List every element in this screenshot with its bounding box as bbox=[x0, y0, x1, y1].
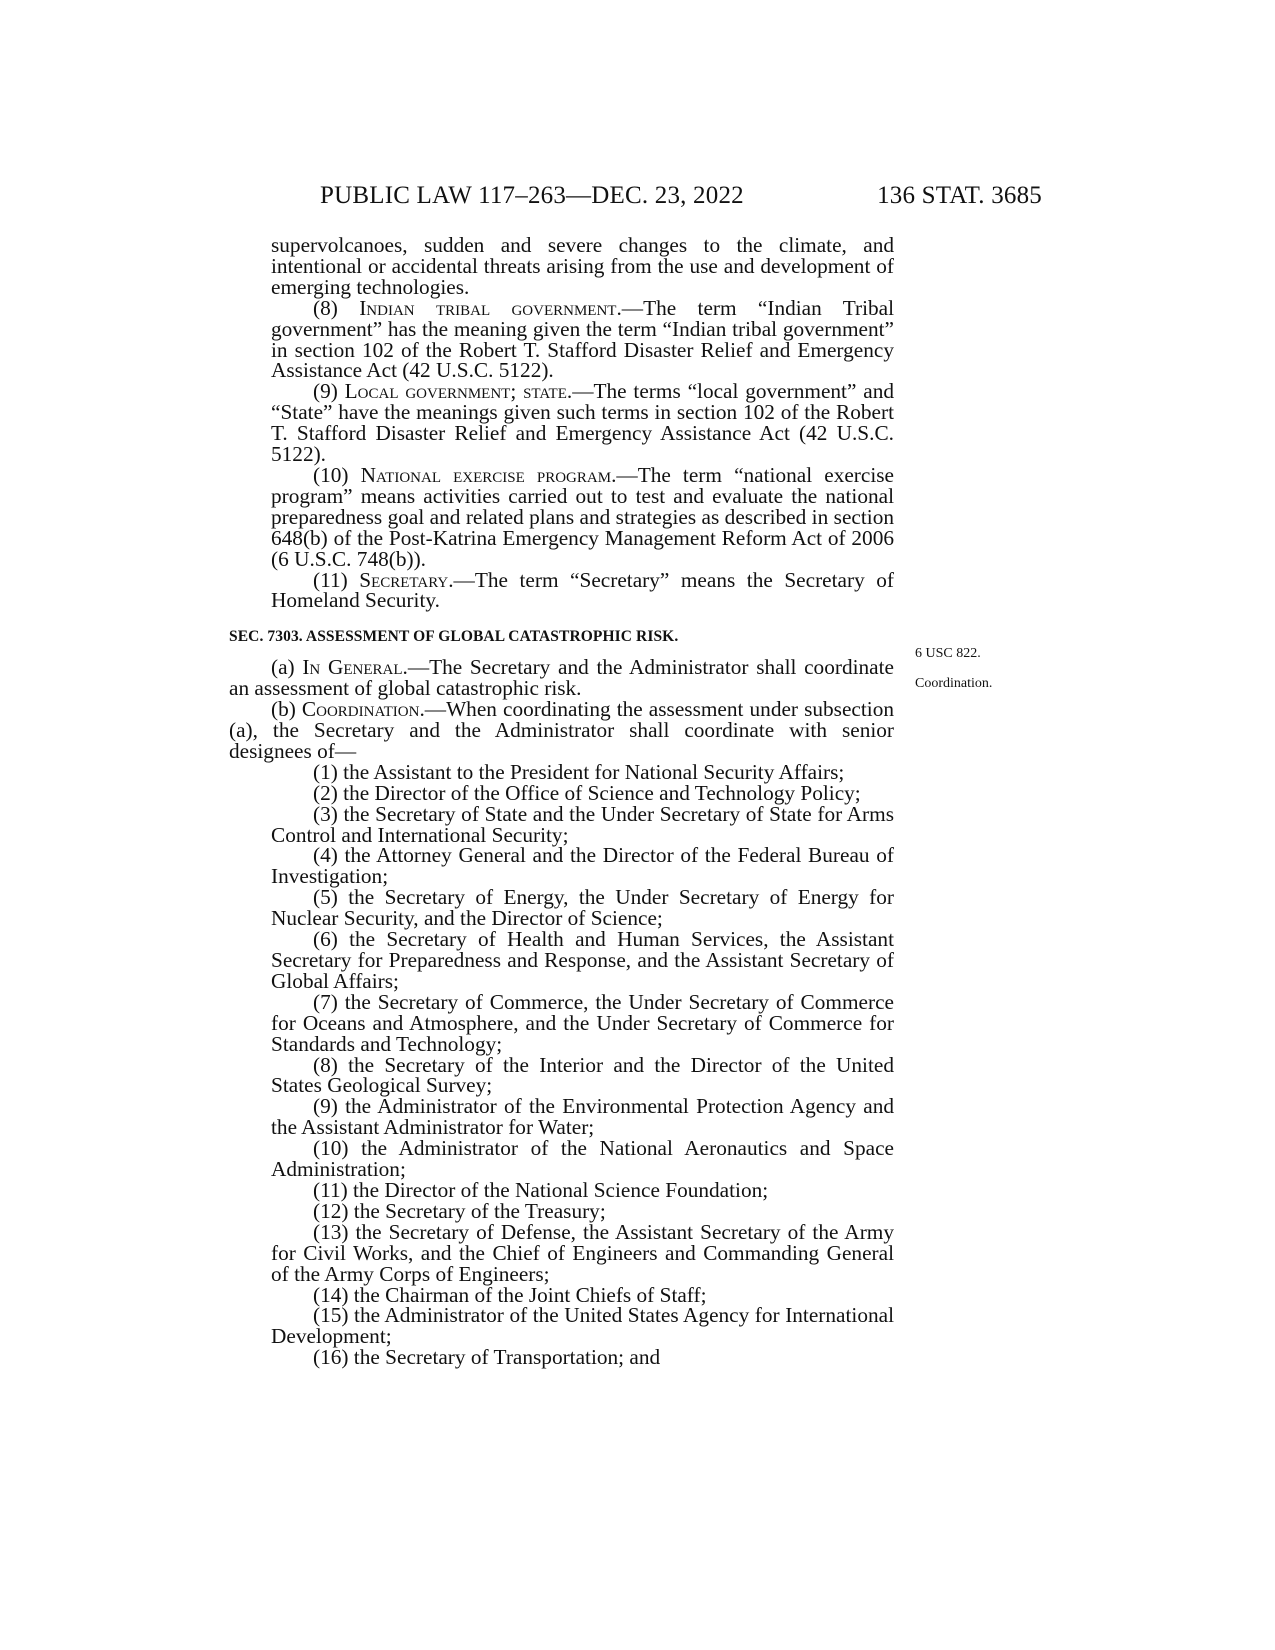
document-body bbox=[229, 235, 894, 1368]
designee-item: (9) the Administrator of the Environmental Protection Agency and the Assistant Administrator for Water; bbox=[271, 1094, 894, 1140]
definition-10 bbox=[229, 462, 895, 571]
section-heading: SEC. 7303. ASSESSMENT OF GLOBAL CATASTROPHIC RISK. bbox=[229, 628, 679, 646]
designee-item: (8) the Secretary of the Interior and the Director of the United States Geological Survey; bbox=[271, 1052, 894, 1098]
subsection-label: (a) bbox=[271, 655, 295, 680]
designee-item: (5) the Secretary of Energy, the Under Secretary of Energy for Nuclear Security, and the Director of Science; bbox=[271, 885, 894, 931]
intro-continuation: supervolcanoes, sudden and severe changes to the climate, and intentional or accidental threats arising from the use and development of emerging technologies. bbox=[271, 233, 894, 299]
page-header bbox=[262, 176, 1042, 212]
definition-heading: Indian tribal government. bbox=[359, 295, 622, 320]
definition-number: (10) bbox=[313, 462, 349, 487]
designee-item: (16) the Secretary of Transportation; and bbox=[313, 1345, 661, 1370]
statute-page-number: 136 STAT. 3685 bbox=[877, 182, 1042, 209]
margin-note-usc-citation: 6 USC 822. bbox=[915, 646, 981, 661]
definition-8 bbox=[229, 295, 895, 383]
designee-item: (13) the Secretary of Defense, the Assistant Secretary of the Army for Civil Works, and the Chief of Engineers and Commanding General of the Army Corps of Engineers; bbox=[271, 1219, 894, 1286]
designee-item: (1) the Assistant to the President for National Security Affairs; bbox=[313, 759, 845, 784]
subsection-b bbox=[229, 699, 894, 762]
designee-item: (3) the Secretary of State and the Under Secretary of State for Arms Control and International Security; bbox=[271, 801, 894, 847]
subsection-heading: Coordination. bbox=[301, 697, 425, 722]
definition-heading: National exercise program. bbox=[360, 462, 617, 487]
definition-number: (11) bbox=[313, 567, 348, 592]
subsection-a bbox=[229, 657, 894, 699]
designee-item: (2) the Director of the Office of Science and Technology Policy; bbox=[313, 780, 861, 805]
definition-heading: Secretary. bbox=[359, 567, 454, 592]
subsection-label: (b) bbox=[271, 697, 296, 722]
definition-9 bbox=[229, 381, 894, 465]
designee-item: (12) the Secretary of the Treasury; bbox=[313, 1198, 606, 1223]
definition-number: (9) bbox=[313, 379, 338, 404]
definition-number: (8) bbox=[313, 295, 338, 320]
margin-note-coordination: Coordination. bbox=[915, 676, 993, 691]
subsection-heading: In General. bbox=[302, 655, 408, 680]
definition-11 bbox=[229, 567, 894, 613]
designee-item: (14) the Chairman of the Joint Chiefs of Staff; bbox=[313, 1282, 707, 1307]
definition-text: —The term “Secretary” means the Secretary of Homeland Security. bbox=[271, 567, 894, 613]
designee-item: (6) the Secretary of Health and Human Services, the Assistant Secretary for Preparedness and Response, and the Assistant Secretary of Global Affairs; bbox=[271, 927, 894, 993]
subsection-text: —When coordinating the assessment under subsection (a), the Secretary and the Administrator shall coordinate with senior designees of— bbox=[229, 697, 894, 763]
subsection-text: —The Secretary and the Administrator shall coordinate an assessment of global catastrophic risk. bbox=[229, 655, 894, 701]
designee-item: (15) the Administrator of the United States Agency for International Development; bbox=[271, 1303, 894, 1349]
definition-text: —The term “national exercise program” means activities carried out to test and evaluate the national preparedness goal and related plans and strategies as described in section 648(b) of the Post-Katrina Emergency Management Reform Act of 2006 (6 U.S.C. 748(b)). bbox=[271, 462, 895, 571]
definition-text: —The terms “local government” and “State” have the meanings given such terms in section 102 of the Robert T. Stafford Disaster Relief and Emergency Assistance Act (42 U.S.C. 5122). bbox=[271, 379, 894, 467]
designee-item: (11) the Director of the National Science Foundation; bbox=[313, 1177, 769, 1202]
definition-text: —The term “Indian Tribal government” has the meaning given the term “Indian tribal government” in section 102 of the Robert T. Stafford Disaster Relief and Emergency Assistance Act (42 U.S.C. 5122). bbox=[271, 295, 895, 383]
designee-item: (7) the Secretary of Commerce, the Under Secretary of Commerce for Oceans and Atmosphere, and the Under Secretary of Commerce for Standards and Technology; bbox=[271, 989, 894, 1056]
designee-item: (4) the Attorney General and the Director of the Federal Bureau of Investigation; bbox=[271, 843, 894, 889]
definition-heading: Local government; state. bbox=[344, 379, 573, 404]
designee-item: (10) the Administrator of the National Aeronautics and Space Administration; bbox=[271, 1136, 894, 1182]
running-head-title: PUBLIC LAW 117–263—DEC. 23, 2022 bbox=[320, 182, 744, 209]
